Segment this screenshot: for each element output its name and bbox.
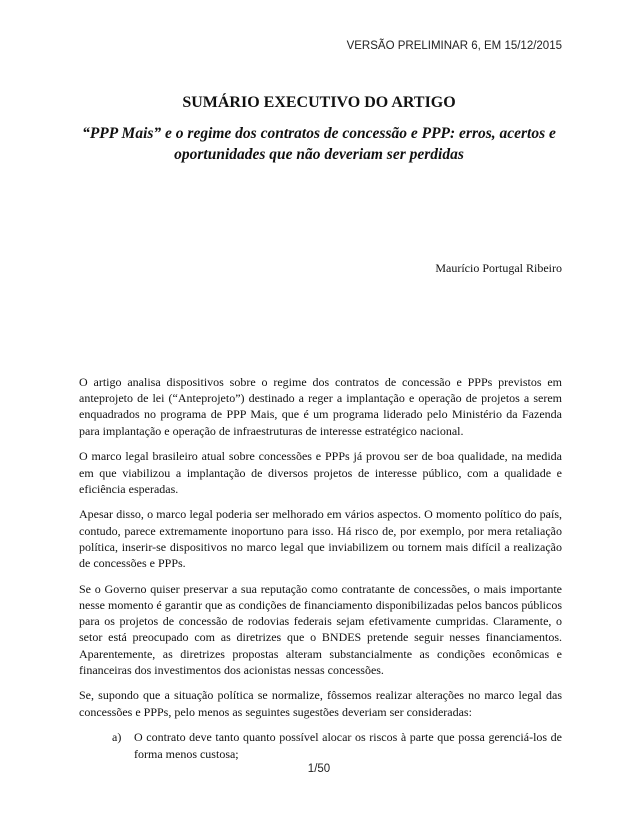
paragraph: O marco legal brasileiro atual sobre concessões e PPPs já provou ser de boa qualidade, na medida em que viabilizou a implantação de diversos projetos de interesse público, com a qualidade e eficiência esperadas. xyxy=(79,449,562,496)
list-item xyxy=(112,729,562,761)
list-marker: a) xyxy=(112,730,122,745)
paragraph: Se o Governo quiser preservar a sua reputação como contratante de concessões, o mais importante nesse momento é garantir que as condições de financiamento disponibilizadas pelos bancos públicos para os projetos de concessão de rodovias federais sejam efetivamente cumpridas. Claramente, o setor está preocupado com as diretrizes que o BNDES pretende seguir nesses financiamentos. Aparentemente, as diretrizes propostas alteram substancialmente as condições econômicas e financeiras dos investimentos dos acionistas nessas concessões. xyxy=(79,581,562,677)
page-number: 1/50 xyxy=(307,763,331,775)
document-subtitle: “PPP Mais” e o regime dos contratos de concessão e PPP: erros, acertos e oportunidades que não deveriam ser perdidas xyxy=(82,125,556,163)
document-title: SUMÁRIO EXECUTIVO DO ARTIGO xyxy=(182,94,456,111)
paragraph: Apesar disso, o marco legal poderia ser melhorado em vários aspectos. O momento político do país, contudo, parece extremamente inoportuno para isso. Há risco de, por exemplo, por mera retaliação política, inserir-se dispositivos no marco legal que inviabilizem ou tornem mais difícil a realização de concessões e PPPs. xyxy=(79,507,562,571)
author-name: Maurício Portugal Ribeiro xyxy=(435,261,562,275)
body-text xyxy=(79,374,562,762)
paragraph: Se, supondo que a situação política se normalize, fôssemos realizar alterações no marco legal das concessões e PPPs, pelo menos as seguintes sugestões deveriam ser consideradas: xyxy=(79,688,562,719)
list-item-text: O contrato deve tanto quanto possível alocar os riscos à parte que possa gerenciá-los de forma menos custosa; xyxy=(134,730,562,761)
version-header: VERSÃO PRELIMINAR 6, EM 15/12/2015 xyxy=(346,40,562,52)
paragraph: O artigo analisa dispositivos sobre o regime dos contratos de concessão e PPPs previstos em anteprojeto de lei (“Anteprojeto”) destinado a reger a implantação e operação de projetos a serem enquadrados no programa de PPP Mais, que é um programa liderado pelo Ministério da Fazenda para implantação e operação de infraestruturas de interesse estratégico nacional. xyxy=(79,375,562,438)
